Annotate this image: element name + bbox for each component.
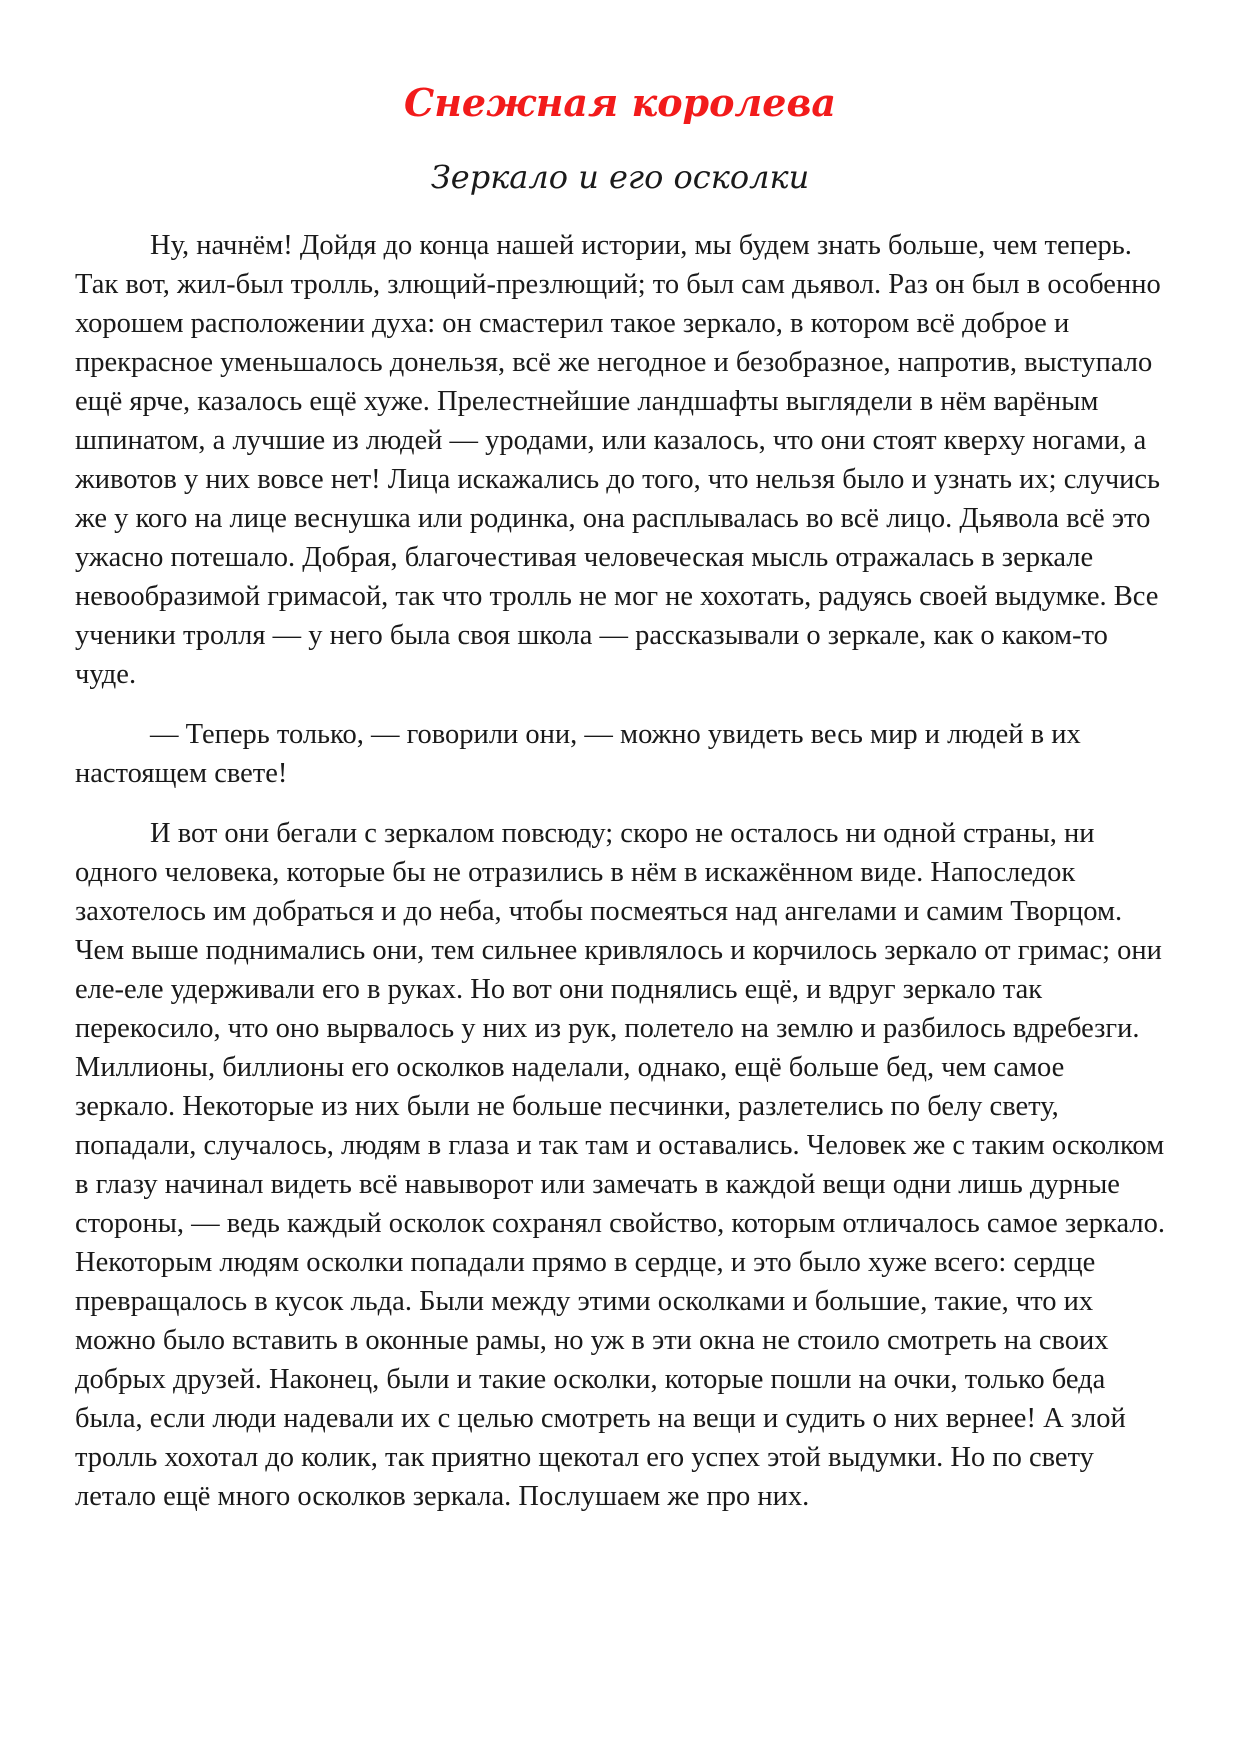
document-body	[75, 226, 1165, 1516]
paragraph: И вот они бегали с зеркалом повсюду; скоро не осталось ни одной страны, ни одного человека, которые бы не отразились в нём в искажённом виде. Напоследок захотелось им добраться и до неба, чтобы посмеяться над ангелами и самим Творцом. Чем выше поднимались они, тем сильнее кривлялось и корчилось зеркало от гримас; они еле-еле удерживали его в руках. Но вот они поднялись ещё, и вдруг зеркало так перекосило, что оно вырвалось у них из рук, полетело на землю и разбилось вдребезги. Миллионы, биллионы его осколков наделали, однако, ещё больше бед, чем самое зеркало. Некоторые из них были не больше песчинки, разлетелись по белу свету, попадали, случалось, людям в глаза и так там и оставались. Человек же с таким осколком в глазу начинал видеть всё навыворот или замечать в каждой вещи одни лишь дурные стороны, — ведь каждый осколок сохранял свойство, которым отличалось самое зеркало. Некоторым людям осколки попадали прямо в сердце, и это было хуже всего: сердце превращалось в кусок льда. Были между этими осколками и большие, такие, что их можно было вставить в оконные рамы, но уж в эти окна не стоило смотреть на своих добрых друзей. Наконец, были и такие осколки, которые пошли на очки, только беда была, если люди надевали их с целью смотреть на вещи и судить о них вернее! А злой тролль хохотал до колик, так приятно щекотал его успех этой выдумки. Но по свету летало ещё много осколков зеркала. Послушаем же про них.	[75, 818, 1165, 1512]
document-title: Снежная королева	[403, 80, 837, 125]
chapter-subtitle: Зеркало и его осколки	[430, 158, 810, 196]
paragraph: — Теперь только, — говорили они, — можно увидеть весь мир и людей в их настоящем свете!	[75, 719, 1081, 789]
document-page	[75, 68, 1165, 1537]
paragraph: Ну, начнём! Дойдя до конца нашей истории, мы будем знать больше, чем теперь. Так вот, жил-был тролль, злющий-презлющий; то был сам дьявол. Раз он был в особенно хорошем расположении духа: он смастерил такое зеркало, в котором всё доброе и прекрасное уменьшалось донельзя, всё же негодное и безобразное, напротив, выступало ещё ярче, казалось ещё хуже. Прелестнейшие ландшафты выглядели в нём варёным шпинатом, а лучшие из людей — уродами, или казалось, что они стоят кверху ногами, а животов у них вовсе нет! Лица искажались до того, что нельзя было и узнать их; случись же у кого на лице веснушка или родинка, она расплывалась во всё лицо. Дьявола всё это ужасно потешало. Добрая, благочестивая человеческая мысль отражалась в зеркале невообразимой гримасой, так что тролль не мог не хохотать, радуясь своей выдумке. Все ученики тролля — у него была своя школа — рассказывали о зеркале, как о каком-то чуде.	[75, 230, 1161, 690]
